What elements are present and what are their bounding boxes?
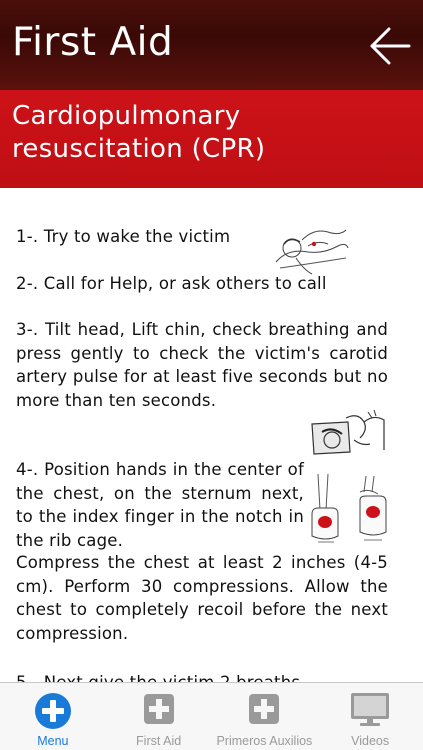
tab-label: Videos — [351, 734, 390, 748]
plus-square-icon — [143, 693, 175, 725]
step-4-compression-text: Compress the chest at least 2 inches (4-5 cm). Perform 30 compressions. Allow the chest to completely recoil before the next compression. — [16, 553, 388, 643]
wake-victim-illustration — [268, 218, 350, 276]
plus-square-icon — [248, 693, 280, 725]
tab-label: Primeros Auxilios — [216, 734, 313, 748]
step-2-text: 2-. Call for Help, or ask others to call — [16, 274, 327, 293]
section-header — [0, 90, 423, 188]
hand-position-illustration — [308, 470, 390, 550]
tab-bar — [0, 682, 423, 750]
arrow-left-icon — [369, 26, 411, 66]
cpr-content[interactable] — [0, 188, 423, 682]
step-4-text: 4-. Position hands in the center of the chest, on the sternum next, to the index finger in the notch in the rib cage. — [16, 460, 304, 550]
app-header — [0, 0, 423, 90]
tab-label: Menu — [37, 734, 69, 748]
app-title: First Aid — [12, 20, 174, 65]
tab-first-aid[interactable] — [106, 683, 212, 750]
tab-label: First Aid — [136, 734, 182, 748]
tab-videos[interactable] — [317, 683, 423, 750]
plus-circle-icon — [33, 691, 73, 731]
tab-primeros-auxilios[interactable] — [212, 683, 318, 750]
section-title: Cardiopulmonary resuscitation (CPR) — [12, 101, 266, 164]
step-3-text: 3-. Tilt head, Lift chin, check breathing and press gently to check the victim's carotid artery pulse for at least five seconds but no more than ten seconds. — [16, 320, 388, 410]
tab-menu[interactable] — [0, 683, 106, 750]
back-button[interactable] — [369, 26, 411, 66]
check-breathing-illustration — [308, 410, 388, 462]
step-1-text: 1-. Try to wake the victim — [16, 227, 231, 246]
monitor-icon — [350, 692, 390, 728]
